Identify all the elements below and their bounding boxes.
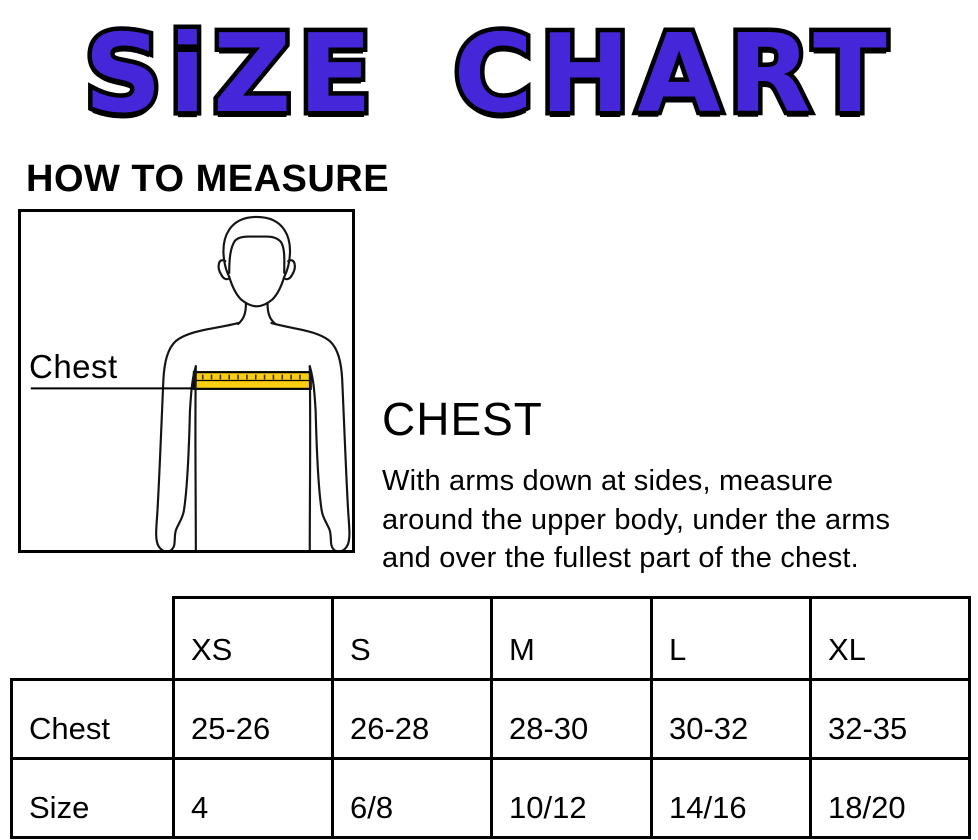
left-arm bbox=[156, 323, 238, 550]
chest-row-label: Chest bbox=[12, 680, 174, 759]
size-value-s: 6/8 bbox=[333, 759, 492, 838]
size-value-l: 14/16 bbox=[652, 759, 811, 838]
chest-instructions-line-2: around the upper body, under the arms bbox=[382, 503, 891, 536]
chest-value-xl: 32-35 bbox=[811, 680, 970, 759]
chest-value-xs: 25-26 bbox=[174, 680, 333, 759]
neck-right bbox=[268, 303, 276, 324]
chest-instructions-section bbox=[382, 392, 972, 578]
chest-value-m: 28-30 bbox=[492, 680, 652, 759]
neck-left bbox=[238, 303, 246, 324]
chest-value-s: 26-28 bbox=[333, 680, 492, 759]
size-column-header-s: S bbox=[333, 598, 492, 680]
size-value-xl: 18/20 bbox=[811, 759, 970, 838]
table-corner-cell bbox=[12, 598, 174, 680]
chest-instructions-line-3: and over the fullest part of the chest. bbox=[382, 542, 859, 574]
size-value-xs: 4 bbox=[174, 759, 333, 838]
chest-pointer-label: Chest bbox=[29, 348, 118, 385]
size-column-header-xs: XS bbox=[174, 598, 333, 680]
size-column-header-l: L bbox=[652, 598, 811, 680]
size-table-header-row bbox=[12, 598, 970, 680]
head-outline bbox=[223, 217, 289, 306]
how-to-measure-heading: HOW TO MEASURE bbox=[26, 158, 390, 200]
chest-value-l: 30-32 bbox=[652, 680, 811, 759]
size-row-label: Size bbox=[12, 759, 174, 838]
chest-instructions bbox=[382, 462, 972, 578]
chest-instructions-line-1: With arms down at sides, measure bbox=[382, 465, 834, 497]
page-title: SiZE CHART bbox=[84, 12, 894, 137]
chest-measurement-row bbox=[12, 680, 970, 759]
size-value-m: 10/12 bbox=[492, 759, 652, 838]
size-table bbox=[10, 596, 971, 839]
chest-section-title: CHEST bbox=[382, 393, 543, 445]
size-number-row bbox=[12, 759, 970, 838]
size-column-header-xl: XL bbox=[811, 598, 970, 680]
size-column-header-m: M bbox=[492, 598, 652, 680]
tape-measure bbox=[194, 372, 311, 389]
measurement-figure-box bbox=[18, 209, 355, 553]
